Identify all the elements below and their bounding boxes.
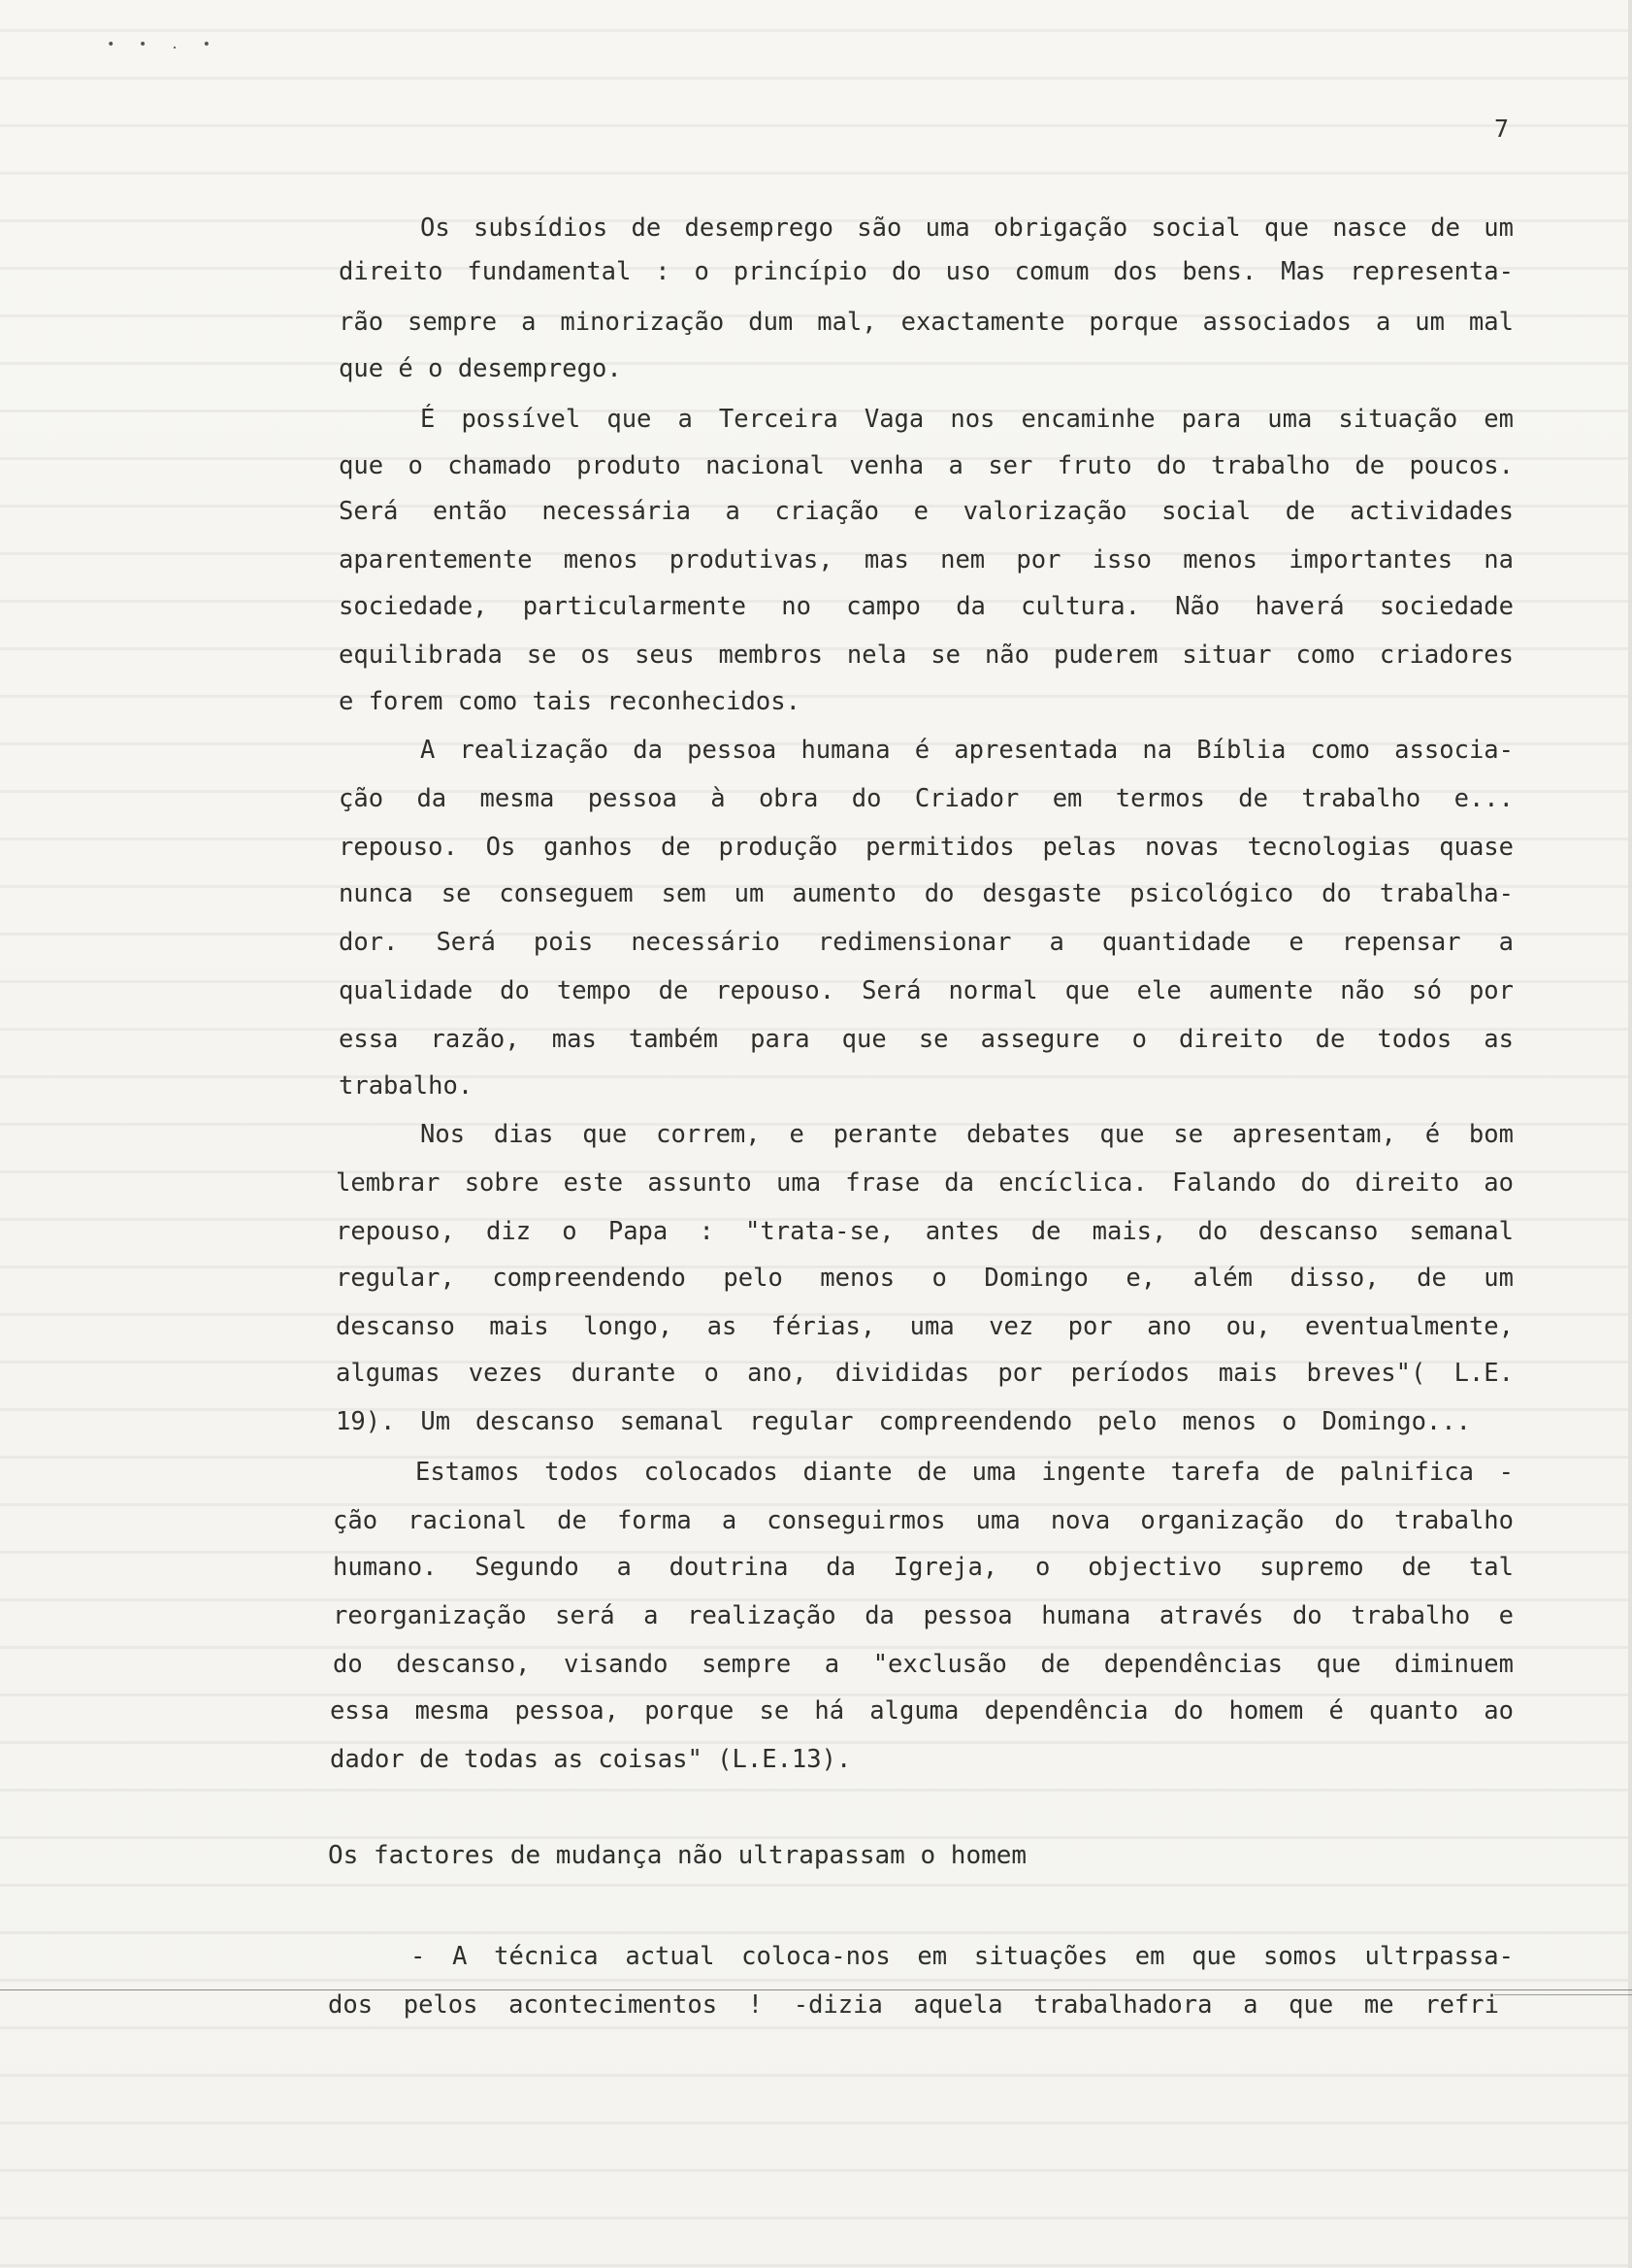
body-line: repouso. Os ganhos de produção permitidos pelas novas tecnologias quase — [339, 833, 1514, 862]
body-line: Estamos todos colocados diante de uma ingente tarefa de palnifica - — [415, 1458, 1514, 1487]
body-line: que é o desemprego. — [339, 354, 622, 383]
body-line: essa razão, mas também para que se assegure o direito de todos as — [339, 1025, 1514, 1054]
section-heading: Os factores de mudança não ultrapassam o homem — [328, 1841, 1028, 1870]
body-line: - A técnica actual coloca-nos em situações em que somos ultrpassa- — [410, 1942, 1514, 1971]
body-line: descanso mais longo, as férias, uma vez por ano ou, eventualmente, — [336, 1312, 1514, 1341]
body-line: ção da mesma pessoa à obra do Criador em termos de trabalho e... — [339, 784, 1514, 813]
body-line: e forem como tais reconhecidos. — [339, 687, 800, 716]
body-line: equilibrada se os seus membros nela se não puderem situar como criadores — [339, 641, 1514, 670]
body-line: A realização da pessoa humana é apresentada na Bíblia como associa- — [420, 736, 1514, 765]
body-line: direito fundamental : o princípio do uso comum dos bens. Mas representa- — [339, 257, 1514, 286]
body-line: É possível que a Terceira Vaga nos encaminhe para uma situação em — [420, 405, 1514, 434]
body-line: nunca se conseguem sem um aumento do desgaste psicológico do trabalha- — [339, 879, 1514, 908]
body-line: dor. Será pois necessário redimensionar a quantidade e repensar a — [339, 928, 1514, 957]
body-line: Nos dias que correm, e perante debates que se apresentam, é bom — [420, 1120, 1514, 1149]
body-line: rão sempre a minorização dum mal, exactamente porque associados a um mal — [339, 308, 1514, 337]
body-line: Será então necessária a criação e valorização social de actividades — [339, 497, 1514, 526]
body-line: sociedade, particularmente no campo da cultura. Não haverá sociedade — [339, 592, 1514, 621]
page-number: 7 — [1494, 115, 1510, 143]
body-line: dos pelos acontecimentos ! -dizia aquela trabalhadora a que me refri — [328, 1990, 1499, 2020]
body-line: essa mesma pessoa, porque se há alguma dependência do homem é quanto ao — [330, 1696, 1514, 1726]
body-line: humano. Segundo a doutrina da Igreja, o objectivo supremo de tal — [333, 1553, 1514, 1582]
body-line: dador de todas as coisas" (L.E.13). — [330, 1745, 852, 1774]
body-line: reorganização será a realização da pessoa humana através do trabalho e — [333, 1601, 1514, 1630]
body-line: regular, compreendendo pelo menos o Domingo e, além disso, de um — [336, 1264, 1514, 1293]
body-line: Os subsídios de desemprego são uma obrigação social que nasce de um — [420, 214, 1514, 243]
body-line: ção racional de forma a conseguirmos uma nova organização do trabalho — [333, 1506, 1514, 1535]
body-line: lembrar sobre este assunto uma frase da encíclica. Falando do direito ao — [336, 1168, 1514, 1198]
body-line: 19). Um descanso semanal regular compreendendo pelo menos o Domingo... — [336, 1407, 1471, 1436]
body-line: repouso, diz o Papa : "trata-se, antes de mais, do descanso semanal — [336, 1217, 1514, 1246]
horizontal-rule-secondary — [1494, 1994, 1632, 1995]
body-line: algumas vezes durante o ano, divididas por períodos mais breves"( L.E. — [336, 1359, 1514, 1388]
body-line: aparentemente menos produtivas, mas nem por isso menos importantes na — [339, 545, 1514, 575]
body-line: qualidade do tempo de repouso. Será normal que ele aumente não só por — [339, 976, 1514, 1005]
body-line: que o chamado produto nacional venha a ser fruto do trabalho de poucos. — [339, 451, 1514, 480]
body-line: do descanso, visando sempre a "exclusão de dependências que diminuem — [333, 1650, 1514, 1679]
page-edge — [1628, 0, 1632, 2268]
body-line: trabalho. — [339, 1071, 473, 1101]
corner-marks: • • . • — [107, 37, 219, 52]
